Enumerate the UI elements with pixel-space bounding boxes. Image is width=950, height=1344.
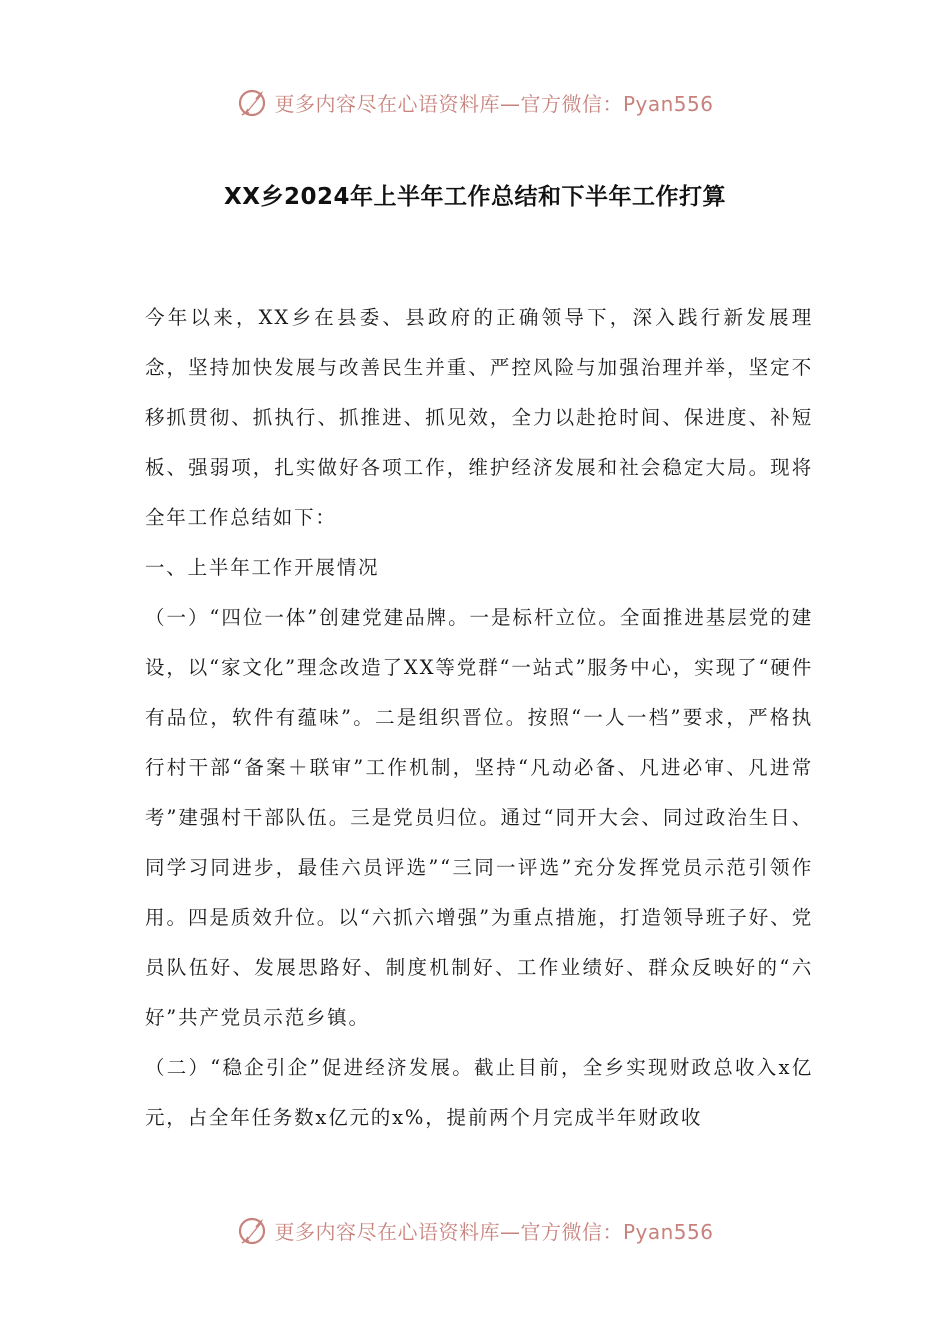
watermark-text: 更多内容尽在心语资料库—官方微信：Pyan556 — [274, 91, 714, 116]
paragraph-intro: 今年以来，XX乡在县委、县政府的正确领导下，深入践行新发展理念，坚持加快发展与改善民生并重、严控风险与加强治理并举，坚定不移抓贯彻、抓执行、抓推进、抓见效，全力以赴抢时间、保进度、补短板、强弱项，扎实做好各项工作，维护经济发展和社会稳定大局。现将全年工作总结如下： — [145, 306, 813, 529]
quill-pen-logo-icon — [236, 1213, 270, 1247]
watermark-banner-bottom — [0, 1208, 950, 1252]
watermark-banner-top — [0, 80, 950, 124]
document-title: XX乡2024年上半年工作总结和下半年工作打算 — [224, 184, 726, 210]
document-body — [145, 293, 813, 1143]
quill-pen-logo-icon — [236, 85, 270, 119]
section-heading-1: 一、上半年工作开展情况 — [145, 556, 380, 579]
watermark-text: 更多内容尽在心语资料库—官方微信：Pyan556 — [274, 1219, 714, 1244]
paragraph-party-building: （一）“四位一体”创建党建品牌。一是标杆立位。全面推进基层党的建设，以“家文化”理念改造了XX等党群“一站式”服务中心，实现了“硬件有品位，软件有蕴味”。二是组织晋位。按照“一人一档”要求，严格执行村干部“备案＋联审”工作机制，坚持“凡动必备、凡进必审、凡进常考”建强村干部队伍。三是党员归位。通过“同开大会、同过政治生日、同学习同进步，最佳六员评选”“三同一评选”充分发挥党员示范引领作用。四是质效升位。以“六抓六增强”为重点措施，打造领导班子好、党员队伍好、发展思路好、制度机制好、工作业绩好、群众反映好的“六好”共产党员示范乡镇。 — [145, 606, 813, 1029]
paragraph-economy: （二）“稳企引企”促进经济发展。截止目前，全乡实现财政总收入x亿元，占全年任务数x亿元的x%，提前两个月完成半年财政收 — [145, 1056, 813, 1129]
